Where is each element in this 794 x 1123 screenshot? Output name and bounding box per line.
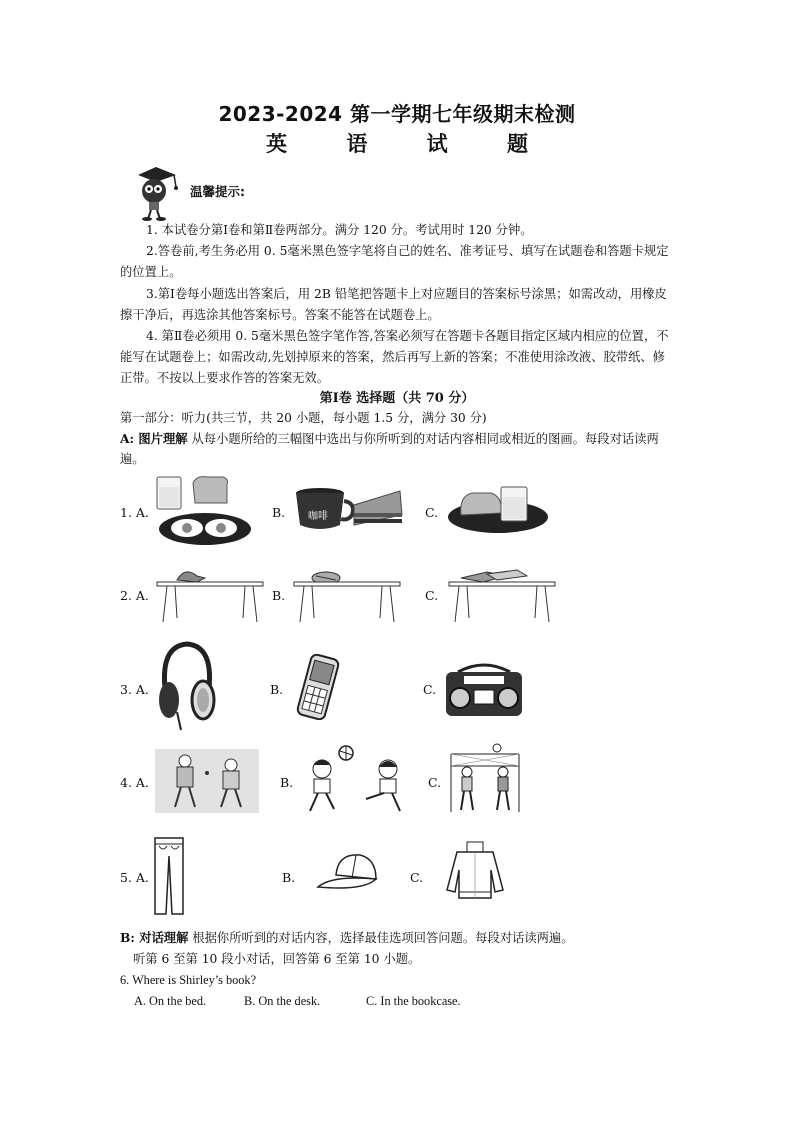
- question-6-option-b: B. On the desk.: [244, 994, 321, 1008]
- q2-b-label: B.: [272, 588, 286, 603]
- q2-c-picture: [447, 562, 557, 624]
- q1-c-label: C.: [425, 505, 439, 520]
- tip-item-4: 4. 第Ⅱ卷必须用 0. 5毫米黑色签字笔作答,答案必须写在答题卡各题目指定区域内相应的位置，不能写在试题卷上；如需改动,先划掉原来的答案，然后再写上新的答案；不准使用涂改液、胶带纸、修正带。不按以上要求作答的答案无效。: [120, 329, 669, 385]
- q5-c-picture: [445, 840, 505, 900]
- part-a-instruction: A: 图片理解 从每小题所给的三幅图中选出与你所听到的对话内容相同或相近的图画。每段对话读两遍。: [120, 431, 659, 466]
- q1-label: 1. A.: [120, 505, 149, 520]
- cup-text: 咖啡: [308, 511, 328, 522]
- q3-b-picture: [290, 654, 346, 720]
- q3-c-label: C.: [423, 682, 437, 697]
- exam-subtitle: 英 语 试 题: [266, 132, 554, 156]
- q4-b-label: B.: [280, 775, 294, 790]
- q3-label: 3. A.: [120, 682, 149, 697]
- q2-b-picture: [292, 562, 402, 624]
- q1-a-picture: [155, 473, 255, 548]
- tip-item-1: 1. 本试卷分第Ⅰ卷和第Ⅱ卷两部分。满分 120 分。考试用时 120 分钟。: [146, 223, 533, 237]
- q1-c-picture: [445, 485, 551, 537]
- q5-b-label: B.: [282, 870, 296, 885]
- q4-c-picture: [447, 742, 523, 814]
- q2-c-label: C.: [425, 588, 439, 603]
- q4-c-label: C.: [428, 775, 442, 790]
- q3-a-picture: [155, 640, 217, 732]
- tip-item-2: 2.答卷前,考生务必用 0. 5毫米黑色签字笔将自己的姓名、准考证号、填写在试题卷和答题卡规定的位置上。: [120, 244, 669, 279]
- question-6-option-a: A. On the bed.: [134, 994, 207, 1008]
- part-b-sub-instruction: 听第 6 至第 10 段小对话，回答第 6 至第 10 小题。: [133, 952, 421, 966]
- part-b-instruction: B: 对话理解 根据你所听到的对话内容，选择最佳选项回答问题。每段对话读两遍。: [120, 930, 574, 945]
- q5-b-picture: [314, 851, 380, 895]
- q4-b-picture: [300, 745, 412, 817]
- q2-label: 2. A.: [120, 588, 149, 603]
- q1-b-label: B.: [272, 505, 286, 520]
- q5-a-picture: [153, 836, 185, 916]
- q2-a-picture: [155, 562, 265, 624]
- q4-label: 4. A.: [120, 775, 149, 790]
- q3-c-picture: [444, 660, 524, 718]
- listening-part-heading: 第一部分：听力(共三节，共 20 小题，每小题 1.5 分，满分 30 分): [120, 411, 487, 425]
- tip-item-3: 3.第Ⅰ卷每小题选出答案后，用 2B 铅笔把答题卡上对应题目的答案标号涂黑；如需改动，用橡皮擦干净后，再选涂其他答案标号。答案不能答在试题卷上。: [120, 287, 667, 322]
- tips-label: 温馨提示:: [190, 184, 245, 199]
- question-6-stem: 6. Where is Shirley’s book?: [120, 973, 257, 987]
- q1-b-picture: [290, 485, 410, 535]
- exam-title: 2023-2024 第一学期七年级期末检测: [218, 102, 576, 126]
- section-title: 第Ⅰ卷 选择题（共 70 分）: [319, 391, 475, 406]
- q5-c-label: C.: [410, 870, 424, 885]
- q4-a-picture: [155, 749, 259, 813]
- q3-b-label: B.: [270, 682, 284, 697]
- question-6-option-c: C. In the bookcase.: [366, 994, 461, 1008]
- graduate-mascot-icon: [132, 165, 182, 221]
- q5-label: 5. A.: [120, 870, 149, 885]
